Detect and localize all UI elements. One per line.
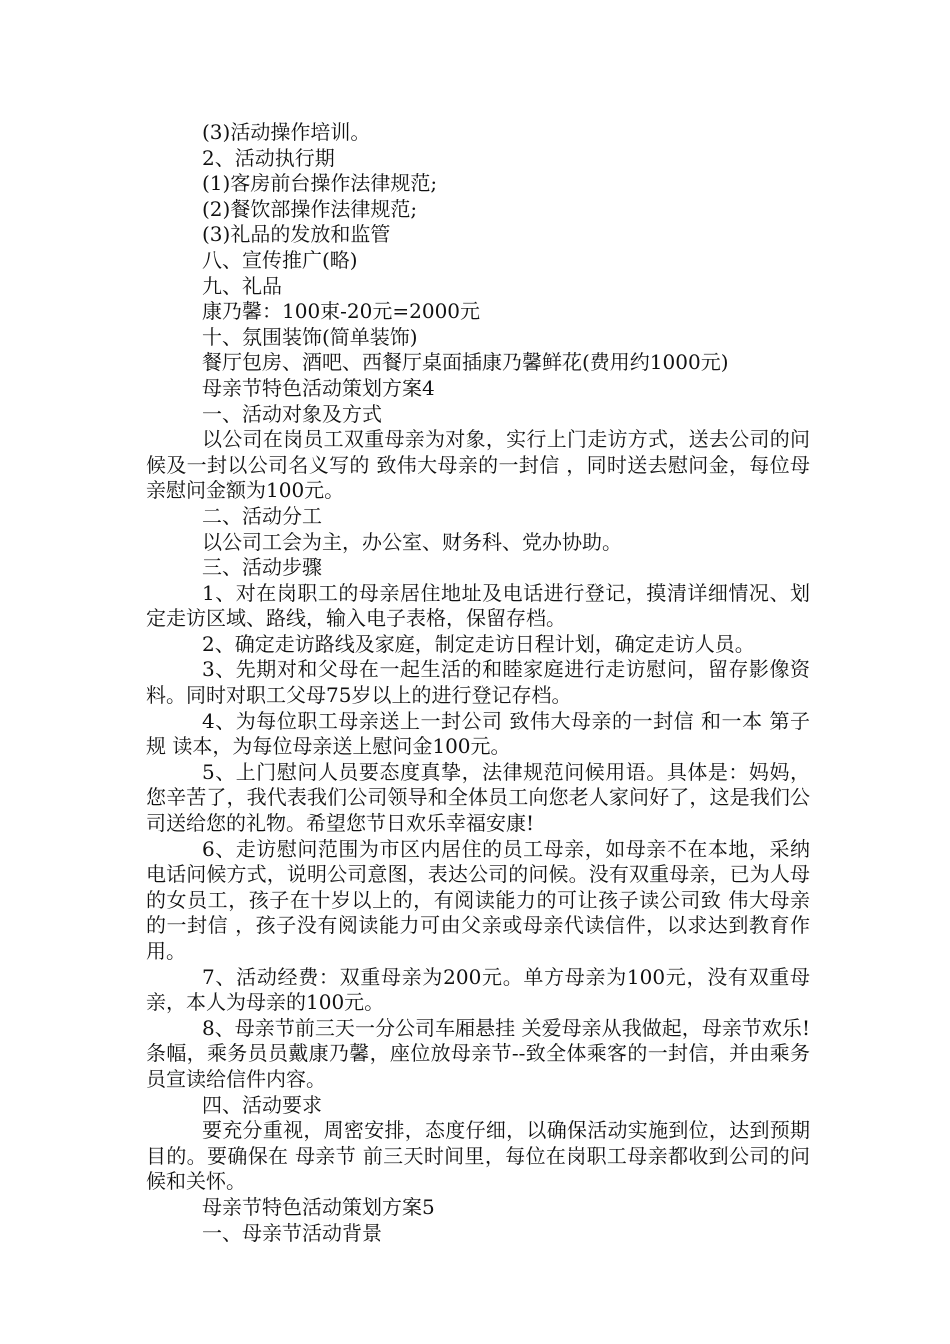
paragraph: 8、母亲节前三天一分公司车厢悬挂 关爱母亲从我做起，母亲节欢乐! 条幅，乘务员员戴康乃馨，座位放母亲节--致全体乘客的一封信，并由乘务员宣读给信件内容。 [146, 1015, 810, 1091]
paragraph: (1)客房前台操作法律规范; [202, 171, 438, 196]
paragraph: 4、为每位职工母亲送上一封公司 致伟大母亲的一封信 和一本 第子规 读本，为每位母亲送上慰问金100元。 [146, 708, 810, 759]
paragraph: 1、对在岗职工的母亲居住地址及电话进行登记，摸清详细情况、划定走访区域、路线，输入电子表格，保留存档。 [146, 580, 810, 631]
paragraph: (2)餐饮部操作法律规范; [202, 196, 418, 221]
paragraph: (3)礼品的发放和监管 [202, 222, 391, 247]
section-heading: 三、活动步骤 [202, 555, 322, 580]
section-heading: 一、母亲节活动背景 [202, 1220, 382, 1245]
section-heading: 九、礼品 [202, 273, 282, 298]
paragraph: 2、确定走访路线及家庭，制定走访日程计划，确定走访人员。 [202, 631, 755, 656]
paragraph: 2、活动执行期 [202, 145, 335, 170]
paragraph: 3、先期对和父母在一起生活的和睦家庭进行走访慰问，留存影像资料。同时对职工父母75岁以上的进行登记存档。 [146, 657, 810, 708]
document-body [146, 120, 810, 1246]
paragraph: 6、走访慰问范围为市区内居住的员工母亲，如母亲不在本地，采纳电话问候方式，说明公司意图，表达公司的问候。没有双重母亲，已为人母的女员工，孩子在十岁以上的，有阅读能力的可让孩子读公司致 伟大母亲的一封信 ，孩子没有阅读能力可由父亲或母亲代读信件，以求达到教育作用。 [146, 836, 810, 963]
section-heading: 十、氛围装饰(简单装饰) [202, 324, 418, 349]
paragraph: 以公司工会为主，办公室、财务科、党办协助。 [202, 529, 622, 554]
plan-title: 母亲节特色活动策划方案4 [202, 375, 435, 400]
paragraph: 餐厅包房、酒吧、西餐厅桌面插康乃馨鲜花(费用约1000元) [202, 350, 729, 375]
plan-title: 母亲节特色活动策划方案5 [202, 1194, 435, 1219]
section-heading: 二、活动分工 [202, 503, 322, 528]
paragraph: (3)活动操作培训。 [202, 120, 371, 144]
paragraph: 以公司在岗员工双重母亲为对象，实行上门走访方式，送去公司的问候及一封以公司名义写的 致伟大母亲的一封信 ，同时送去慰问金，每位母亲慰问金额为100元。 [146, 427, 810, 503]
paragraph: 5、上门慰问人员要态度真挚，法律规范问候用语。具体是：妈妈，您辛苦了，我代表我们公司领导和全体员工向您老人家问好了，这是我们公司送给您的礼物。希望您节日欢乐幸福安康! [146, 759, 810, 836]
section-heading: 八、宣传推广(略) [202, 247, 358, 272]
paragraph: 康乃馨：100束-20元=2000元 [202, 299, 481, 324]
paragraph: 7、活动经费：双重母亲为200元。单方母亲为100元，没有双重母亲，本人为母亲的100元。 [146, 964, 810, 1015]
paragraph: 要充分重视，周密安排，态度仔细，以确保活动实施到位，达到预期目的。要确保在 母亲节 前三天时间里，每位在岗职工母亲都收到公司的问候和关怀。 [146, 1118, 810, 1194]
section-heading: 四、活动要求 [202, 1092, 322, 1117]
section-heading: 一、活动对象及方式 [202, 401, 382, 426]
